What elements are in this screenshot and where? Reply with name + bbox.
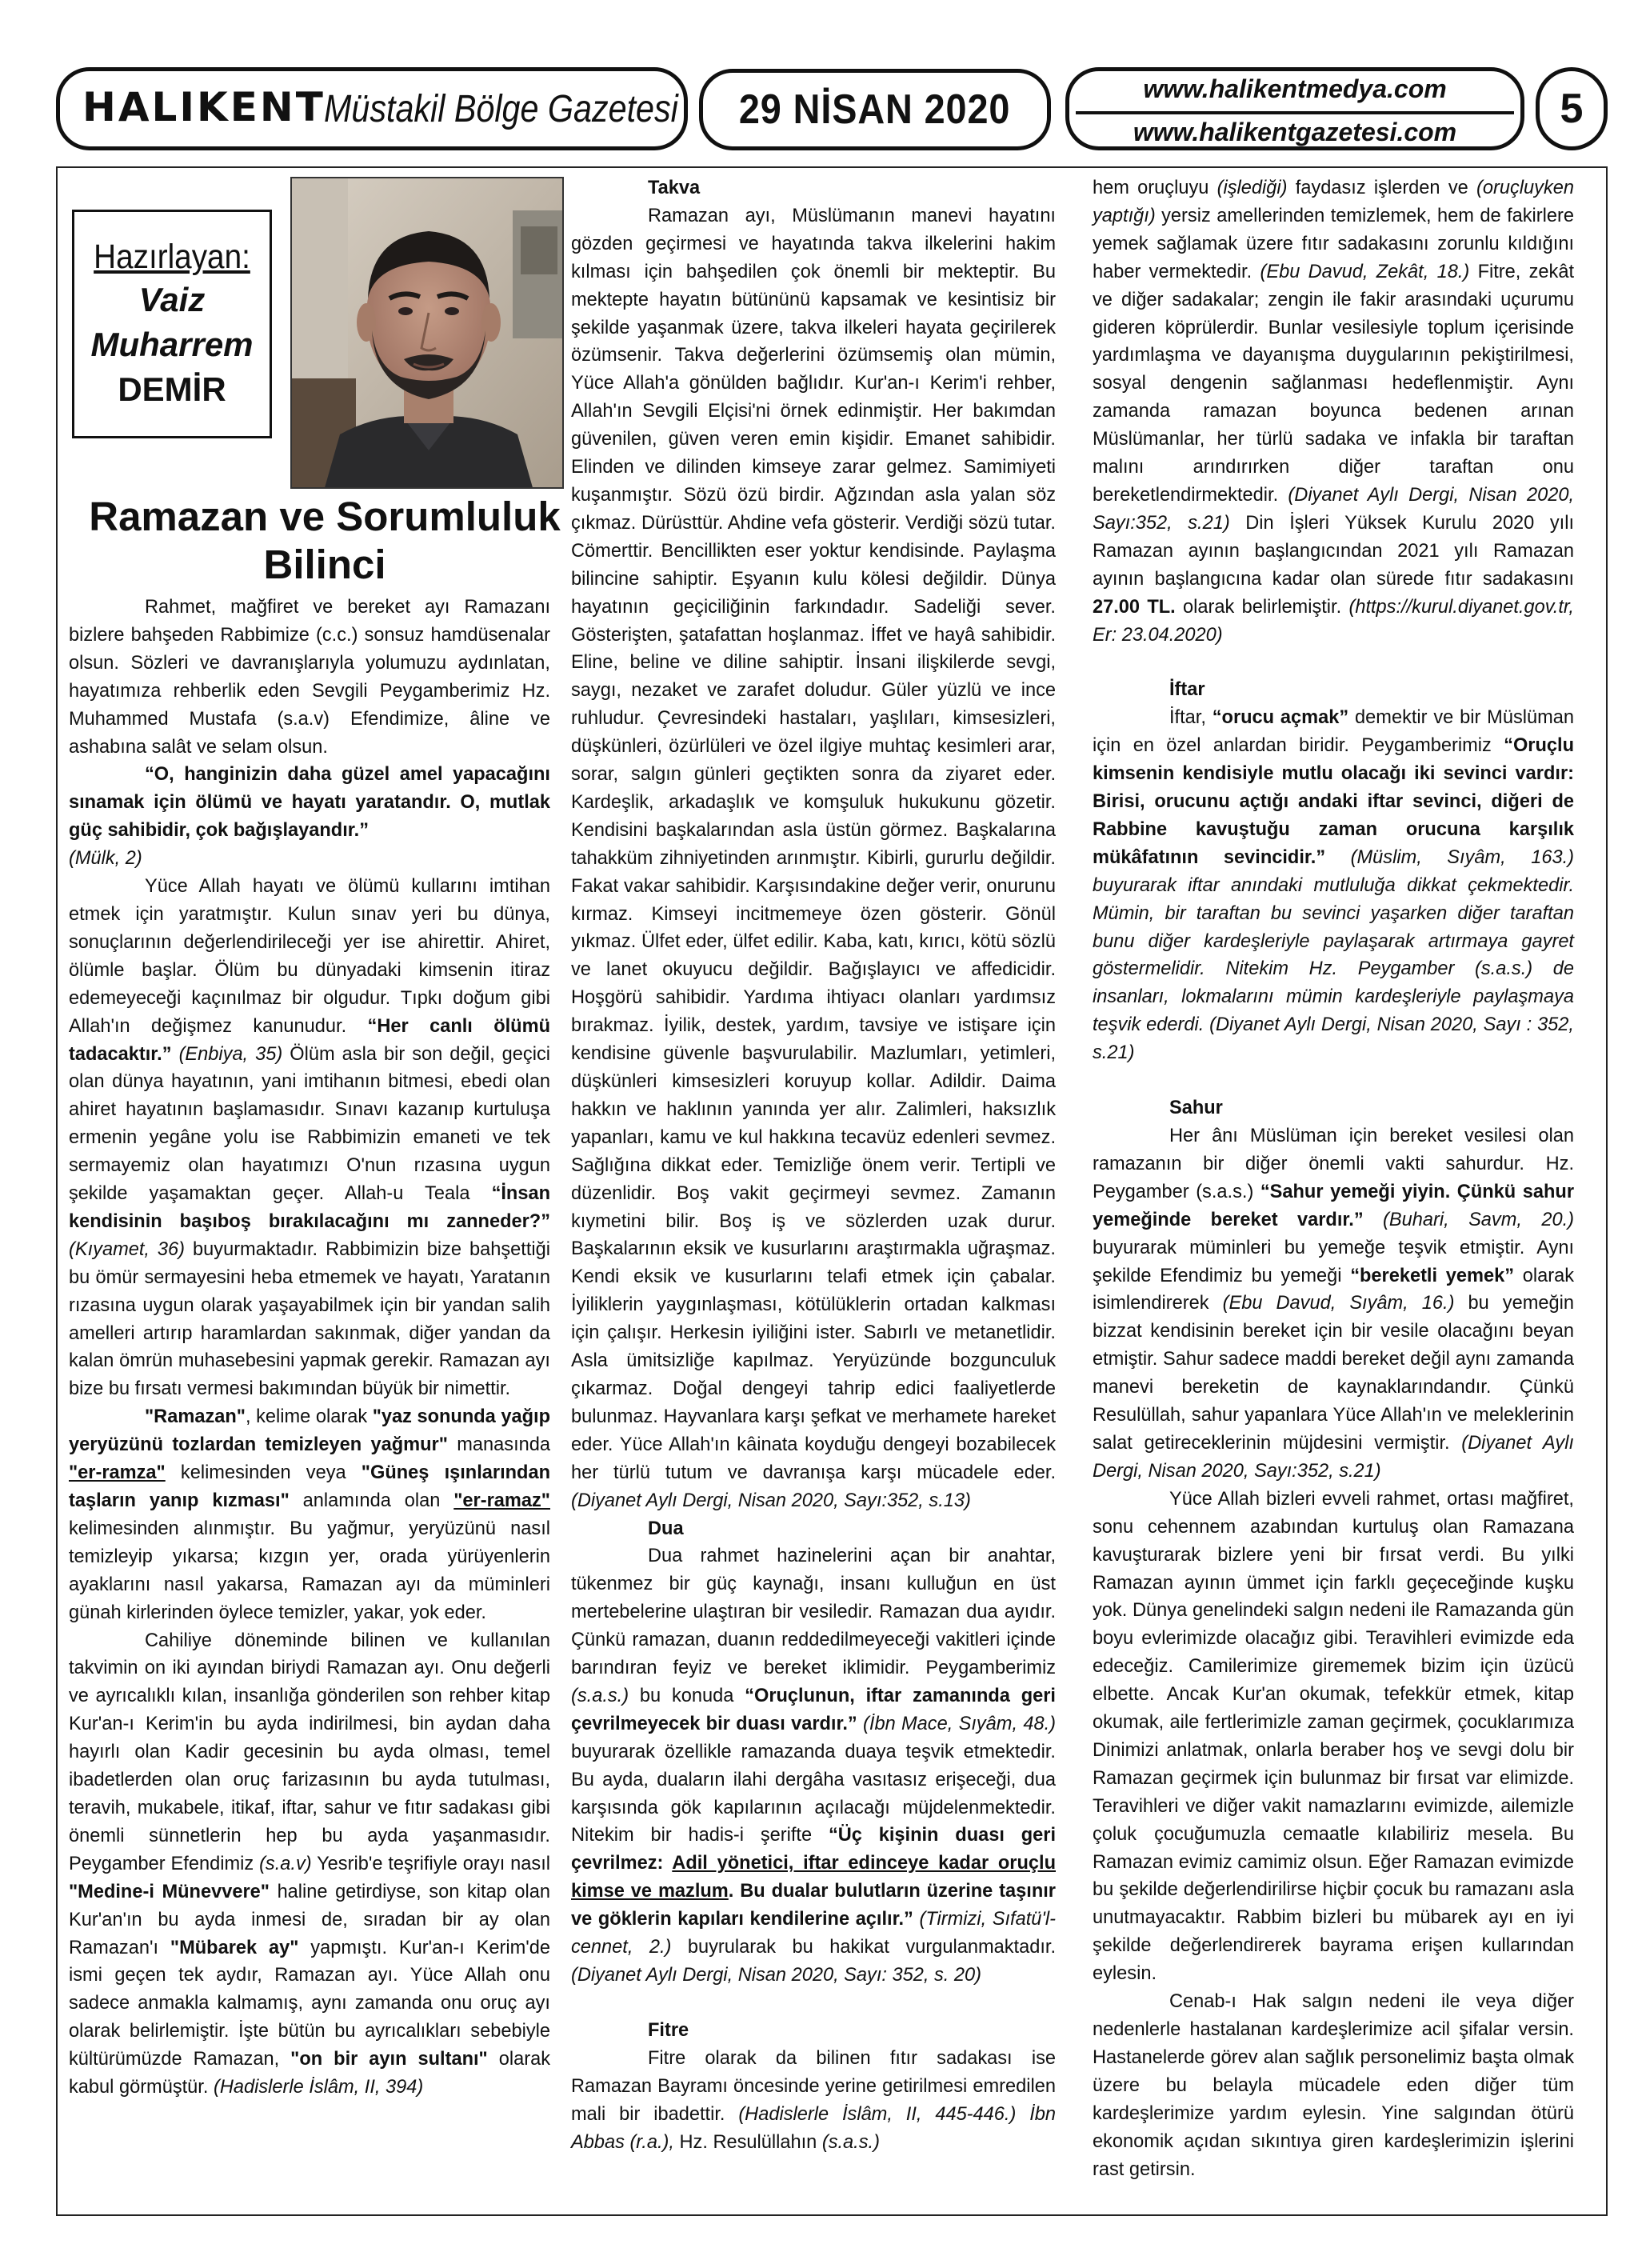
text-span: , kelime olarak [245, 1406, 373, 1428]
text-span: (Müslim, Sıyâm, 163.) buyurarak iftar anındaki mutluluğa dikkat çekmektedir. Mümin, bir taraftan bu sevinci yaşarken diğer taraftan bunu diğer kardeşleriyle paylaşarak artırmaya gayret göstermelidir. Nitekim Hz. Peygamber (s.a.s.) de insanları, lokmalarını mümin kardeşleriyle paylaşmaya teşvik ederdi. (Diyanet Aylı Dergi, Nisan 2020, Sayı : 352, s.21) [1093, 846, 1575, 1064]
reference-takva: (Diyanet Aylı Dergi, Nisan 2020, Sayı:352, s.13) [571, 1490, 971, 1511]
text-life-death-cont2: buyurmaktadır. Rabbimizin bize bahşettiği bu ömür sermayesini heba etmemek ve hayatı, Yaratanın rızasına uygun olarak yaşayabilmek için bir yandan salih amelleri artırıp haramlardan sakınmak, diğer yandan da kalan ömrün muhasebesini yapmak gerekir. Ramazan ayı bize bu fırsatı vermesi bakımından büyük bir nimettir. [69, 1238, 551, 1400]
paragraph-ramazan-meaning [69, 1403, 550, 1626]
byline-last-name: DEMİR [118, 370, 226, 408]
meaning-yaz-yagmur: "yaz sonunda yağıp yeryüzünü tozlardan temizleyen yağmur" [69, 1406, 550, 1456]
text-span: (https://kurul.diyanet.gov.tr, Er: 23.04.2020) [1093, 596, 1574, 646]
text-span: (Tirmizi, Sıfatü'l-cennet, 2.) [571, 1909, 1056, 1958]
paragraph-quote-mulk [69, 761, 550, 845]
text-span: buyurarak müminleri bu yemeğe teşvik etmiştir. Aynı şekilde Efendimiz bu yemeği [1093, 1237, 1574, 1286]
text-span: (Diyanet Aylı Dergi, Nisan 2020, Sayı: 352, s. 20) [571, 1965, 981, 1986]
text-span: (Buhari, Savm, 20.) [1383, 1209, 1574, 1230]
text-span: Fitre, zekât ve diğer sadakalar; zengin ile fakir arasındaki uçurumu gideren köprülerdir. Bunlar vesilesiyle toplum içerisinde yardımlaşma ve dayanışma duygularının pekiştirilmesi, sosyal dengenin sağlanması hedeflenmiştir. Aynı zamanda ramazan boyunca bedenen arınan Müslümanlar, her türlü sadaka ve infakla bir taraftan malını arındırırken diğer taraftan onu bereketlendirmektedir. [1093, 261, 1575, 506]
paragraph-iftar [1093, 704, 1574, 1067]
term-er-ramza: "er-ramza" [69, 1462, 166, 1484]
text-span: . Bu dualar bulutların üzerine taşınır ve göklerin kapıları kendilerine açılır.” [571, 1881, 1056, 1930]
quote-oruclunun: “Oruçlunun, iftar zamanında geri çevrilmeyecek bir duası vardır.” [571, 1685, 1056, 1734]
text-span: (Ebu Davud, Zekât, 18.) [1260, 261, 1470, 282]
text-span: “orucu açmak” [1212, 707, 1349, 729]
reference-mulk: (Mülk, 2) [69, 848, 142, 870]
text-span: İftar, [1169, 707, 1213, 729]
text-span: anlamında olan [289, 1490, 454, 1511]
section-title-dua: Dua [648, 1518, 684, 1539]
newspaper-subtitle: Müstakil Bölge Gazetesi [324, 88, 678, 130]
text-span: Adil yönetici, iftar edinceye kadar oruçlu kimse ve mazlum [571, 1853, 1056, 1902]
paragraph-dua [571, 1542, 1056, 1990]
byline-first-name: Muharrem [90, 326, 254, 363]
text-span: Fitre olarak da bilinen fıtır sadakası ise Ramazan Bayramı öncesinde yerine getirilmesi emredilen mali bir ibadettir. [571, 2047, 1056, 2125]
author-byline-box [72, 210, 272, 438]
paragraph-cenab-i-hak: Cenab-ı Hak salgın nedeni ile veya diğer nedenlerle hastalanan kardeşlerimize acil şifalar versin. Hastanelerde görev alan sağlık personelimiz başta olmak üzere bu belayla mücadele eden diğer tüm kardeşlerimize yardım eylesin. Yine salgından ötürü ekonomik açıdan sıkıntıya giren kardeşlerimizin işlerini rast getirsin. [1093, 1991, 1574, 2180]
reference-kiyamet: (Kıyamet, 36) [69, 1238, 186, 1260]
text-span: (işlediği) [1217, 178, 1288, 198]
spacer [571, 1990, 1056, 2017]
text-span: Hz. Resulüllahın [673, 2131, 822, 2153]
fitre-amount: 27.00 TL. [1093, 596, 1176, 618]
quote-iftar-sevinci: “Oruçlu kimsenin kendisiyle mutlu olacağı iki sevinci vardır: Birisi, orucunu açtığı andaki iftar sevinci, diğeri de Rabbine kavuştuğu zaman orucuna karşılık mükâfatının sevincidir.” [1093, 735, 1574, 868]
text-life-death-cont: Ölüm asla bir son değil, geçici olan dünya hayatının, yani imtihanın bitmesi, ebedi olan ahiret hayatının başlamasıdır. Sınavı kazanıp kurtuluşa ermenin yegâne yolu ise Rabbimizin emaneti ve tek sermayemiz olan hayatımızı O'nun rızasına uygun şekilde yaşamaktan geçer. Allah-u Teala [69, 1043, 550, 1205]
text-span: bu konuda [629, 1685, 745, 1706]
text-span: demektir ve bir Müslüman için en özel anlardan biridir. Peygamberimiz [1093, 707, 1575, 757]
issue-date-box [699, 69, 1051, 150]
text-span: bu yemeğin bizzat kendisinin bereket için bir vesile olacağını beyan etmiştir. Sahur sadece maddi bereket değil aynı zamanda manevi bereketin de kaynaklarındandır. Çünkü Resulüllah, sahur yapanlara Yüce Allah'ın ve meleklerinin salat getireceklerinin müjdesini vermiştir. [1093, 1293, 1574, 1454]
spacer [1093, 649, 1574, 676]
newspaper-brand: HALIKENT [82, 84, 326, 130]
website-divider [1076, 111, 1514, 114]
text-span: (Ebu Davud, Sıyâm, 16.) [1222, 1293, 1455, 1314]
term-ramazan: "Ramazan" [145, 1406, 246, 1428]
paragraph-fitre [571, 2045, 1056, 2157]
text-span: yapmıştı. Kur'an-ı Kerim'de ismi geçen tek aydır, Ramazan ayı. Yüce Allah onu sadece anmakla kalmamış, aynı zamanda onu oruç ayı olarak belirlemiştir. İşte bütün bu ayrıcalıkları sebebiyle kültürümüzde Ramazan, [69, 1937, 550, 2070]
website-link-1[interactable]: www.halikentmedya.com [1143, 74, 1447, 103]
text-span: (İbn Mace, Sıyâm, 48.) [863, 1713, 1056, 1734]
text-span: “bereketli yemek” [1350, 1265, 1515, 1286]
text-span: manasında [447, 1434, 550, 1456]
paragraph-intro: Rahmet, mağfiret ve bereket ayı Ramazanı bizlere bahşeden Rabbimize (c.c.) sonsuz hamdüsenalar olsun. Sözleri ve davranışlarıyla yolumuzu aydınlatan, hayatımıza rehberlik eden Sevgili Peygamberimiz Hz. Muhammed Mustafa (s.a.v) Efendimize, âline ve ashabına salât ve selam olsun. [69, 597, 550, 758]
text-span: (oruçluyken yaptığı) [1093, 178, 1574, 226]
text-span: olarak kabul görmüştür. [69, 2049, 550, 2098]
quote-kiyamet: “İnsan kendisinin başıboş bırakılacağını mı zanneder?” [69, 1183, 550, 1232]
spacer [1093, 1067, 1574, 1094]
issue-date: 29 NİSAN 2020 [739, 86, 1011, 133]
author-photo [290, 177, 564, 489]
headline-line-2: Bilinci [263, 542, 386, 587]
reference-enbiya: (Enbiya, 35) [178, 1043, 283, 1065]
quote-enbiya: “Her canlı ölümü tadacaktır.” [69, 1015, 550, 1065]
text-span: (Hadislerle İslâm, II, 445-446.) İbn Abbas (r.a.), [571, 2103, 1057, 2153]
byline-title: Vaiz [138, 281, 206, 318]
paragraph-cahiliye [69, 1627, 550, 2102]
author-portrait-image [292, 178, 564, 489]
text-span: faydasız işlerden ve [1287, 178, 1477, 198]
website-box [1065, 67, 1524, 150]
meaning-gunes: "Güneş ışınlarından taşların yanıp kızması" [69, 1462, 550, 1511]
page-number: 5 [1560, 86, 1584, 132]
term-mubarek-ay: "Mübarek ay" [170, 1937, 299, 1958]
paragraph-life-death [69, 873, 550, 1403]
masthead-name-box [56, 67, 688, 150]
headline-line-1: Ramazan ve Sorumluluk [89, 494, 561, 539]
text-span: Cahiliye döneminde bilinen ve kullanılan takvimin on iki ayından biriydi Ramazan ayı. Onu değerli ve ayrıcalıklı kılan, insanlığa gönderilen son rehber kitap Kur'an-ı Kerim'in bu ayda indirilmesi, bin aydan daha hayırlı olan Kadir gecesinin bu ayda olması, temel ibadetlerden olan oruç farizasının bu ayda tutulması, teravih, mukabele, itikaf, iftar, sahur ve fıtır sadakası gibi önemli sünnetlerin hep bu ayda yaşanmasıdır. Peygamber Efendimiz [69, 1630, 550, 1874]
text-span: Yesrib'e teşrifiyle orayı nasıl [311, 1853, 550, 1874]
text-life-death: Yüce Allah hayatı ve ölümü kullarını imtihan etmek için yaratmıştır. Kulun sınav yeri bu dünya, sonuçlarının değerlendirileceği yer ise ahirettir. Ahiret, ölümle başlar. Ölüm bu dünyadaki kimsenin itiraz edemeyeceği kaçınılmaz bir olgudur. Tıpkı doğum gibi Allah'ın değişmez kanunudur. [69, 876, 550, 1037]
text-span: olarak isimlendirerek [1093, 1265, 1574, 1314]
section-title-sahur: Sahur [1169, 1098, 1223, 1119]
quote-sahur: “Sahur yemeği yiyin. Çünkü sahur yemeğinde bereket vardır.” [1093, 1181, 1574, 1230]
text-span: Dua rahmet hazinelerini açan bir anahtar, tükenmez bir güç kaynağı, insanı kulluğun en üst mertebelerine ulaştıran bir vesiledir. Ramazan dua ayıdır. Çünkü ramazan, duanın reddedilmeyeceği vakitleri içinde barındıran feyiz ve bereket iklimidir. Peygamberimiz [571, 1546, 1056, 1679]
masthead [56, 67, 1608, 155]
text-span: hem oruçluyu [1093, 178, 1217, 198]
quote-mulk: “O, hanginizin daha güzel amel yapacağını sınamak için ölümü ve hayatı yaratandır. O, mutlak güç sahibidir, çok bağışlayandır.” [69, 764, 550, 842]
byline-label: Hazırlayan: [94, 238, 250, 276]
article-column-2 [571, 174, 1056, 2156]
text-span: (s.a.s.) [571, 1685, 629, 1706]
text-span: Her ânı Müslüman için bereket vesilesi olan ramazanın bir diğer önemli vakti sahurdur. Hz. Peygamber (s.a.s.) [1093, 1126, 1574, 1202]
paragraph-fitre-cont [1093, 174, 1574, 649]
text-span: “Üç kişinin duası geri çevrilmez: [571, 1825, 1057, 1874]
paragraph-sahur [1093, 1122, 1574, 1486]
term-medine: "Medine-i Münevvere" [69, 1881, 270, 1902]
article-column-3 [1093, 174, 1574, 2183]
text-span: olarak belirlemiştir. [1175, 596, 1349, 618]
text-span: (Diyanet Aylı Dergi, Nisan 2020, Sayı:352, s.21) [1093, 1432, 1574, 1482]
reference-hadislerle: (Hadislerle İslâm, II, 394) [213, 2077, 424, 2098]
text-span: Din İşleri Yüksek Kurulu 2020 yılı Ramazan ayının başlangıcından 2021 yılı Ramazan ayının başlangıcına kadar olan sürede fıtır sadakasını [1093, 512, 1575, 590]
website-link-2[interactable]: www.halikentgazetesi.com [1133, 118, 1457, 146]
text-span: (s.a.v) [259, 1853, 312, 1874]
article-headline [69, 493, 581, 589]
section-title-iftar: İftar [1169, 679, 1205, 701]
text-span: buyrularak bu hakikat vurgulanmaktadır. [671, 1937, 1056, 1958]
text-span: (Diyanet Aylı Dergi, Nisan 2020, Sayı:352, s.21) [1093, 484, 1574, 534]
text-span: kelimesinden alınmıştır. Bu yağmur, yeryüzünü nasıl temizleyip yıkarsa; kızgın yer, orada yürüyenlerin ayaklarını nasıl yakarsa, Ramazan ayı da müminleri günah kirlerinden öylece temizler, yakar, yok eder. [69, 1518, 550, 1623]
text-span: yersiz amellerinden temizlemek, hem de fakirlere yemek sağlamak üzere fıtır sadakasını zorunlu kıldığını haber vermektedir. [1093, 205, 1574, 282]
term-sultan: "on bir ayın sultanı" [290, 2049, 488, 2070]
page-number-box [1536, 67, 1608, 150]
text-span: Ramazan ayı, Müslümanın manevi hayatını gözden geçirmesi ve hayatında takva ilkelerini hakim kılması için bahşedilen çok önemli bir mekteptir. Bu mektepte hayatın bütününü kapsamak ve kesintisiz bir şekilde yaşanmak üzere, takva ilkeleri hayata geçirilerek özümsenir. Takva değerlerini özümsemiş olan mümin, Yüce Allah'a gönülden bağlıdır. Kur'an-ı Kerim'i rehber, Allah'ın Sevgili Elçisi'ni örnek edinmiştir. Her bakımdan güvenilen, güven veren emin kişidir. Emanet sahibidir. Elinden ve dilinden kimseye zarar gelmez. Samimiyeti kuşanmıştır. Sözü özü birdir. Ağzından asla yalan söz çıkmaz. Dürüsttür. Ahdine vefa gösterir. Verdiği sözü tutar. Cömerttir. Bencillikten eser yoktur kendisinde. Paylaşma bilincine sahiptir. Eşyanın kulu kölesi değildir. Dünya hayatının geçiciliğinin farkındadır. Sadeliği sever. Gösterişten, şatafattan hoşlanmaz. İffet ve hayâ sahibidir. Eline, beline ve diline sahiptir. İnsani ilişkilerde sevgi, saygı, nezaket ve zarafet doludur. Güler yüzlü ve ince ruhludur. Çevresindeki hastaları, yaşlıları, kimsesizleri, düşkünleri, özürlüleri ve özel ilgiye muhtaç kesimleri arar, sorar, salgın günleri geçtikten sonra da ziyaret eder. Kardeşlik, arkadaşlık ve komşuluk hukukunu gözetir. Kendisini başkalarından asla üstün görmez. Başkalarına tahakküm zihniyetinden arınmıştır. Kibirli, gururlu değildir. Fakat vakar sahibidir. Karşısındakine değer verir, onurunu kırmaz. Kimseyi incitmemeye özen gösterir. Gönül yıkmaz. Ülfet eder, ülfet edilir. Kaba, katı, kırıcı, kötü sözlü ve lanet okuyucu değildir. Bağışlayıcı ve affedicidir. Hoşgörü sahibidir. Yardıma ihtiyacı olanları yardımsız bırakmaz. İyilik, destek, yardım, tavsiye ve istişare için kendisine güvenle başvurulabilir. Mazlumları, yetimleri, düşkünleri kimsesizleri koruyup kollar. Adildir. Daima hakkın ve haklının yanında yer alır. Zalimleri, haksızlık yapanları, kamu ve kul hakkına tecavüz edenleri sevmez. Sağlığına dikkat eder. Temizliğe önem verir. Tertipli ve düzenlidir. Boş vakit geçirmeyi sevmez. Zamanın kıymetini bilir. Boş iş ve sözlerden uzak durur. Başkalarının eksik ve kusurlarını araştırmakla uğraşmaz. Kendi eksik ve kusurlarını telafi etmek için çabalar. İyiliklerin yaygınlaşması, kötülüklerin ortadan kalkması için çalışır. Herkesin iyiliğini ister. Sabırlı ve metanetlidir. Asla ümitsizliğe kapılmaz. Yeryüzünde bozgunculuk çıkarmaz. Doğal dengeyi tahrip edici faaliyetlerde bulunmaz. Hayvanlara karşı şefkat ve merhamete hareket eder. Yüce Allah'ın kâinata koyduğu dengeyi bozabilecek her türlü tutum ve davranışa karşı mücadele eder. [571, 205, 1056, 1483]
term-er-ramaz: "er-ramaz" [453, 1490, 550, 1511]
paragraph-yuce-allah: Yüce Allah bizleri evveli rahmet, ortası mağfiret, sonu cehennem azabından kurtuluş olan Ramazana kavuşturarak bizlere yeni bir fırsat verdi. Bu yılki Ramazan ayının ümmet için farklı geçeceğinde kuşku yok. Dünya genelindeki salgın nedeni ile Ramazanda gün boyu evlerimizde olacağız gibi. Teravihleri evimizde eda edeceğiz. Camilerimize girememek bizim için üzücü elbette. Ancak Kur'an okumak, tefekkür etmek, kitap okumak, aile fertlerimizle zaman geçirmek, çocuklarımıza Dinimizi anlatmak, onlarla beraber hoş ve sevgi dolu bir Ramazan geçirmek için bulunmaz bir fırsat var elimizde. Teravihleri ve diğer vakit namazlarını evimizde, ailemizle çoluk çocuğumuzla cemaatle kılabiliriz mesela. Bu Ramazan evimiz camimiz olsun. Eğer Ramazan evimizde bu şekilde değerlendirilirse hiçbir çocuk bu ramazanı asla unutmayacaktır. Rabbim bizleri bu mübarek ayı en iyi şekilde değerlendirerek bayrama erişen kullarından eylesin. [1093, 1488, 1574, 1985]
section-title-fitre: Fitre [648, 2019, 689, 2041]
text-span: kelimesinden veya [165, 1462, 362, 1484]
article-column-1 [69, 594, 550, 2102]
text-span: buyurarak özellikle ramazanda duaya teşvik etmektedir. Bu ayda, duaların ilahi dergâha vasıtasız erişeceği, dua karşısında gök kapılarının açılacağı müjdelenmektedir. Nitekim bir hadis-i şerifte [571, 1741, 1056, 1846]
text-span: (s.a.s.) [821, 2131, 880, 2153]
section-title-takva: Takva [648, 178, 701, 198]
text-span: haline getirdiyse, son kitap olan Kur'an'ın bu ayda inmesi de, sıradan bir ay olan Ramazan'ı [69, 1881, 551, 1958]
paragraph-quote-mulk-ref [69, 845, 550, 873]
paragraph-takva [571, 202, 1056, 1515]
